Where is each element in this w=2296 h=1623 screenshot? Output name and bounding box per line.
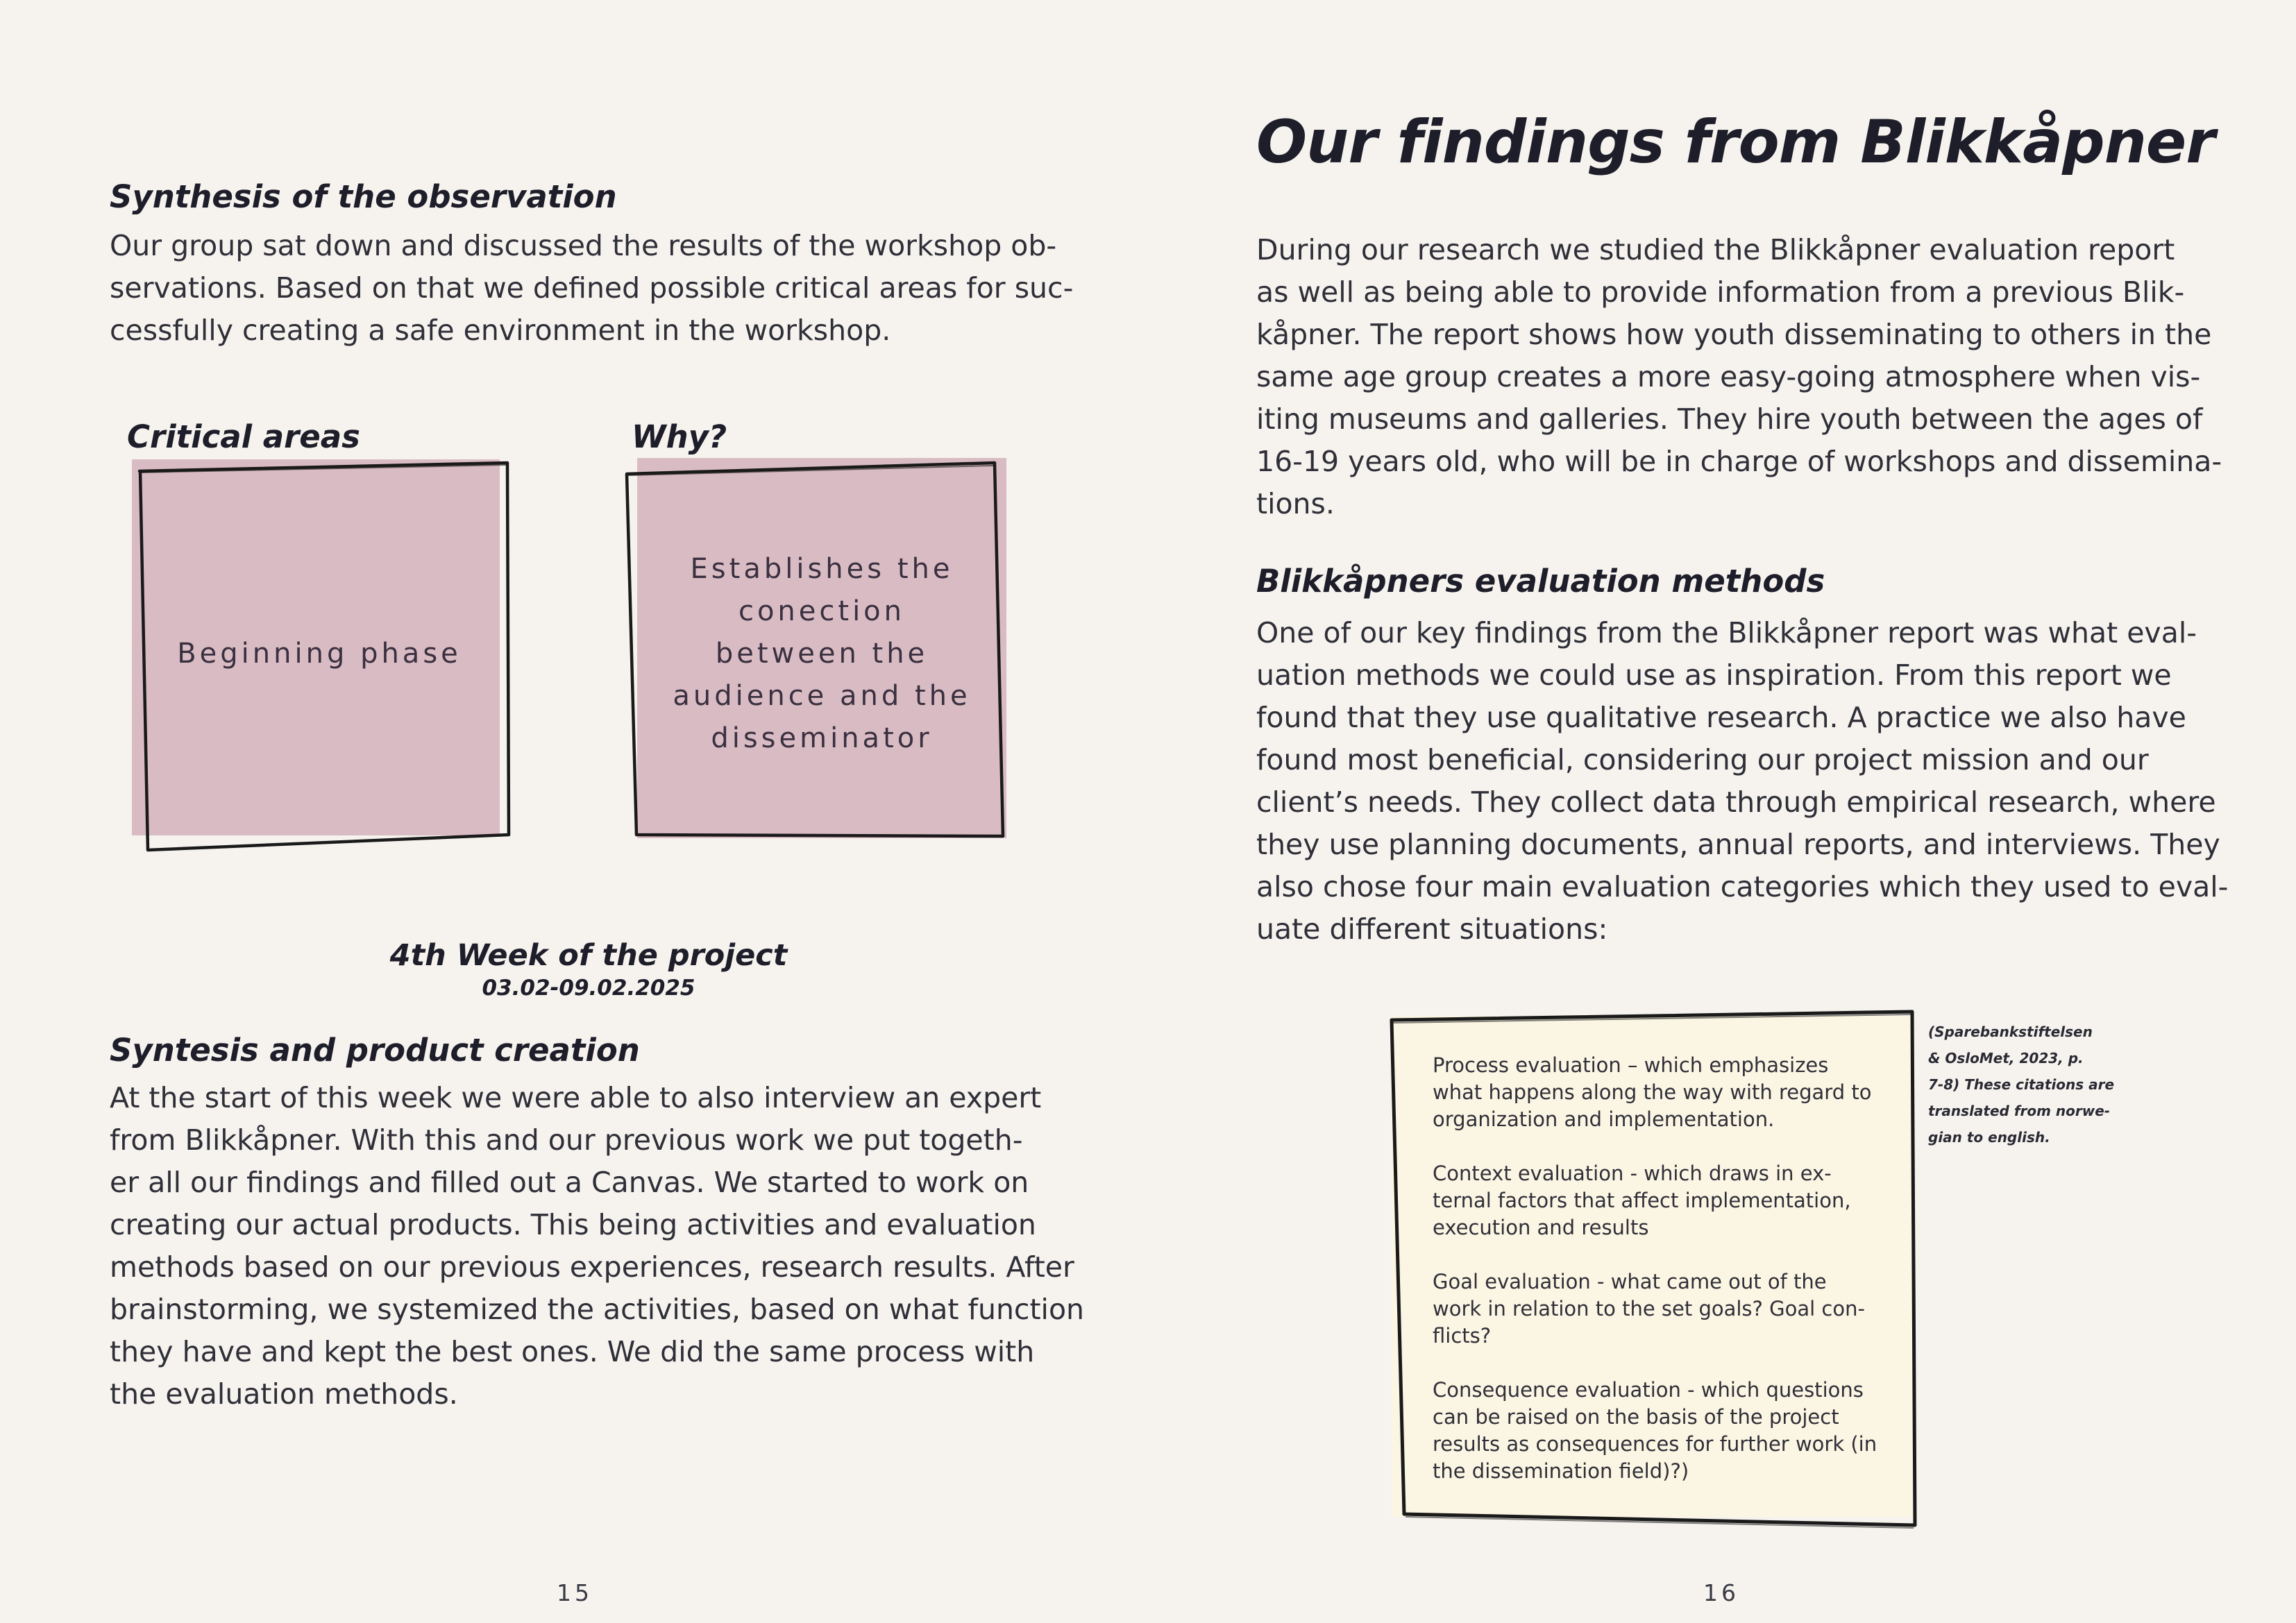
methods-line: found most beneficial, considering our project mission and our [1256,743,2149,776]
week-title: 4th Week of the project [389,938,788,973]
syntesis-line: At the start of this week we were able to also interview an expert [110,1081,1042,1114]
syntesis-line: the evaluation methods. [110,1377,458,1411]
methods-line: client’s needs. They collect data through empirical research, where [1256,785,2216,819]
syntesis-product-paragraph [110,1077,1084,1416]
page-title: Our findings from Blikkåpner [1256,108,2215,177]
critical-areas-box-text: Beginning phase [177,638,462,670]
intro-line: tions. [1256,487,1335,520]
intro-line: as well as being able to provide information from a previous Blik- [1256,275,2185,309]
evaluation-list [1433,1052,1891,1485]
syntesis-line: creating our actual products. This being activities and evaluation [110,1208,1036,1241]
syntesis-line: methods based on our previous experiences, research results. After [110,1250,1074,1284]
evaluation-item-goal: Goal evaluation - what came out of the work in relation to the set goals? Goal con- flicts? [1433,1270,1865,1348]
evaluation-item-context: Context evaluation - which draws in ex- ternal factors that affect implementation, execution and results [1433,1162,1851,1239]
week-label [375,935,802,1001]
synthesis-paragraph [110,225,1073,352]
syntesis-product-heading: Syntesis and product creation [110,1032,640,1069]
page-number-left: 15 [557,1579,593,1606]
page-number-right: 16 [1703,1579,1739,1606]
methods-line: uate different situations: [1256,912,1608,946]
intro-line: iting museums and galleries. They hire youth between the ages of [1256,402,2203,436]
intro-line: 16-19 years old, who will be in charge of workshops and dissemina- [1256,445,2222,478]
citation-note: (Sparebankstiftelsen & OsloMet, 2023, p. 7-8) These citations are translated from norwe- gian to english. [1928,1023,2115,1146]
methods-line: also chose four main evaluation categories which they used to eval- [1256,870,2229,903]
syntesis-line: brainstorming, we systemized the activities, based on what function [110,1293,1085,1326]
syntesis-line: they have and kept the best ones. We did the same process with [110,1335,1035,1368]
intro-paragraph [1256,229,2222,525]
methods-line: One of our key findings from the Blikkåpner report was what eval- [1256,616,2197,649]
critical-areas-heading: Critical areas [127,418,360,455]
synthesis-line: servations. Based on that we defined possible critical areas for suc- [110,271,1074,305]
synthesis-heading: Synthesis of the observation [110,178,617,215]
methods-line: uation methods we could use as inspiration. From this report we [1256,658,2172,692]
intro-line: kåpner. The report shows how youth disseminating to others in the [1256,318,2212,351]
methods-heading: Blikkåpners evaluation methods [1256,563,1825,600]
why-box-text: Establishes the conection between the audience and the disseminator [673,553,971,754]
synthesis-line: cessfully creating a safe environment in the workshop. [110,314,891,347]
syntesis-line: from Blikkåpner. With this and our previous work we put togeth- [110,1123,1023,1157]
methods-line: they use planning documents, annual reports, and interviews. They [1256,828,2220,861]
evaluation-item-consequence: Consequence evaluation - which questions can be raised on the basis of the project results as consequences for further work (in the dissemination field)?) [1433,1378,1877,1483]
intro-line: same age group creates a more easy-going atmosphere when vis- [1256,360,2201,393]
week-dates: 03.02-09.02.2025 [482,976,695,1001]
syntesis-line: er all our findings and filled out a Canvas. We started to work on [110,1166,1029,1199]
methods-paragraph [1256,612,2228,951]
why-heading: Why? [632,418,727,455]
intro-line: During our research we studied the Blikkåpner evaluation report [1256,233,2175,266]
methods-line: found that they use qualitative research. A practice we also have [1256,701,2186,734]
evaluation-item-process: Process evaluation – which emphasizes what happens along the way with regard to organization and implementation. [1433,1053,1872,1131]
synthesis-line: Our group sat down and discussed the results of the workshop ob- [110,229,1057,262]
